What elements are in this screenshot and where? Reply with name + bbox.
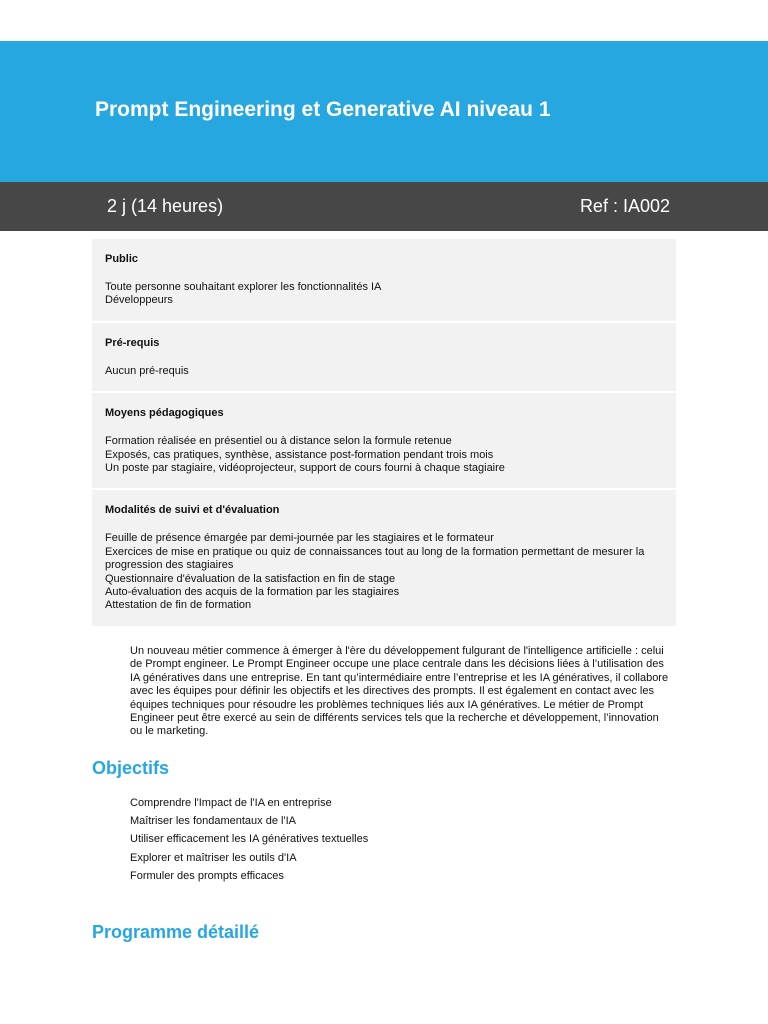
info-section-title: Modalités de suivi et d'évaluation <box>105 504 280 517</box>
objectifs-list <box>130 797 368 888</box>
list-item: Comprendre l'Impact de l'IA en entreprise <box>130 797 332 809</box>
course-info-box <box>92 239 676 628</box>
info-section-modalites <box>92 490 676 627</box>
list-item: Utiliser efficacement les IA génératives textuelles <box>130 833 369 846</box>
info-section-title: Pré-requis <box>105 336 160 349</box>
info-line: Auto-évaluation des acquis de la formation par les stagiaires <box>105 586 400 599</box>
info-section-title: Moyens pédagogiques <box>105 407 224 420</box>
info-section-title: Public <box>105 253 139 265</box>
info-line: Feuille de présence émargée par demi-journée par les stagiaires et le formateur <box>105 532 494 545</box>
info-section-prerequis <box>92 323 676 393</box>
programme-heading: Programme détaillé <box>92 922 260 942</box>
info-line: Exposés, cas pratiques, synthèse, assistance post-formation pendant trois mois <box>105 448 494 461</box>
course-meta-bar <box>0 182 768 231</box>
info-line: Un poste par stagiaire, vidéoprojecteur, support de cours fourni à chaque stagiaire <box>105 462 505 475</box>
info-section-moyens <box>92 393 676 490</box>
info-line: Aucun pré-requis <box>105 364 189 377</box>
info-line: Formation réalisée en présentiel ou à distance selon la formule retenue <box>105 435 452 448</box>
info-line: Attestation de fin de formation <box>105 599 252 612</box>
info-line: Toute personne souhaitant explorer les fonctionnalités IA <box>105 281 382 293</box>
info-line: Développeurs <box>105 294 173 307</box>
objectifs-heading: Objectifs <box>92 758 170 778</box>
info-line: Exercices de mise en pratique ou quiz de connaissances tout au long de la formation permettant de mesurer la progression des stagiaires <box>105 545 645 572</box>
list-item: Explorer et maîtriser les outils d'IA <box>130 851 297 864</box>
list-item: Formuler des prompts efficaces <box>130 869 284 882</box>
list-item: Maîtriser les fondamentaux de l'IA <box>130 815 296 828</box>
intro-paragraph: Un nouveau métier commence à émerger à l'ère du développement fulgurant de l'intelligence artificielle : celui de Prompt engineer. Le Prompt Engineer occupe une place centrale dans les décisions liées à l’utilisation des IA génératives dans une entreprise. En tant qu’intermédiaire entre l’entreprise et les IA génératives, il collabore avec les équipes pour définir les objectifs et les directives des prompts. Il est également en contact avec les équipes techniques pour résoudre les problèmes techniques liés aux IA génératives. Le métier de Prompt Engineer peut être exercé au sein de différents services tels que la recherche et développement, l’innovation ou le marketing. <box>130 645 669 738</box>
info-line: Questionnaire d'évaluation de la satisfaction en fin de stage <box>105 572 396 585</box>
course-title: Prompt Engineering et Generative AI niveau 1 <box>95 98 551 121</box>
info-section-public <box>92 239 676 323</box>
course-duration: 2 j (14 heures) <box>107 196 224 216</box>
course-reference: Ref : IA002 <box>579 196 670 216</box>
